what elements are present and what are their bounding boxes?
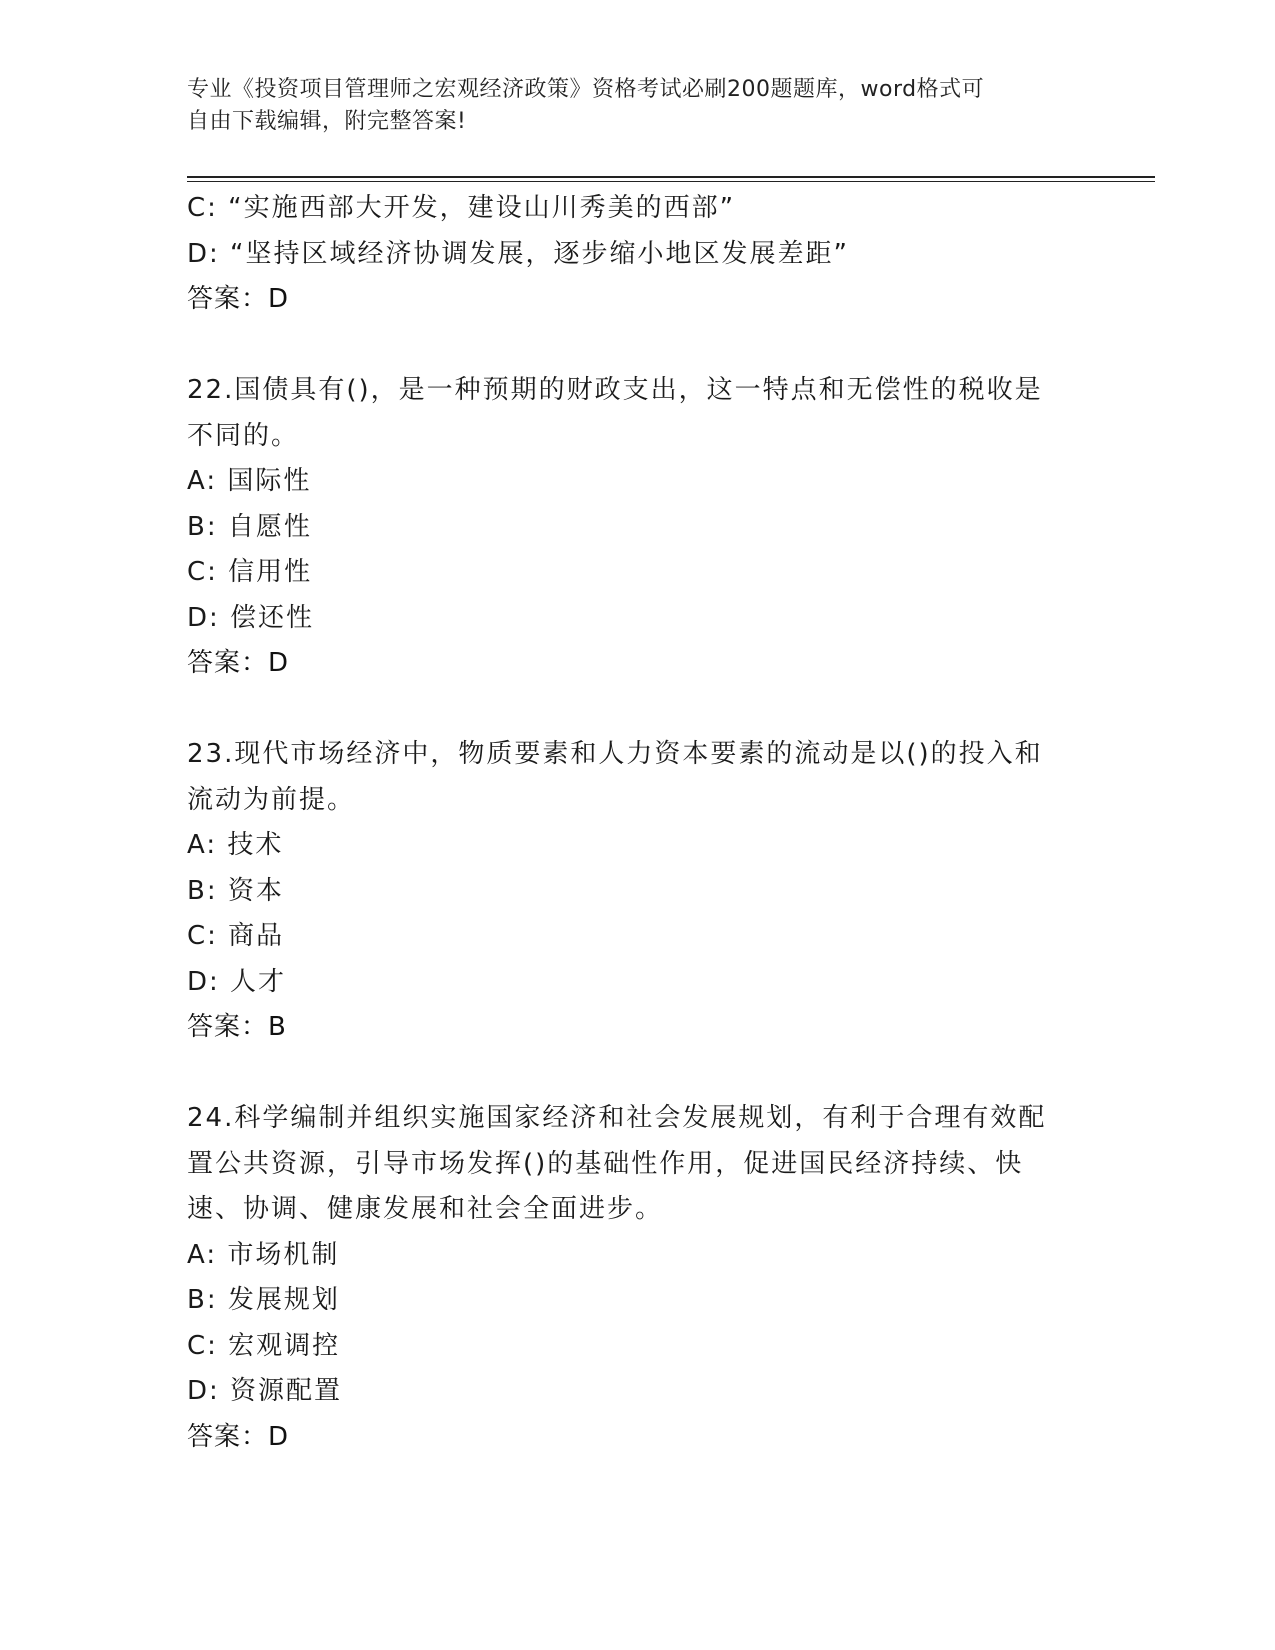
question-stem-line: 置公共资源，引导市场发挥()的基础性作用，促进国民经济持续、快 [187, 1148, 1024, 1179]
question-stem-line: 22.国债具有()，是一种预期的财政支出，这一特点和无偿性的税收是 [187, 375, 1043, 405]
spacer [187, 1051, 1087, 1097]
option-a: A: 市场机制 [187, 1239, 340, 1270]
option-d: D: 人才 [187, 966, 287, 997]
option-b: B: 资本 [187, 875, 284, 906]
header-rule-thin [187, 181, 1155, 182]
answer-line: 答案：D [187, 284, 290, 314]
question-21-continued [187, 186, 1087, 323]
option-b: B: 发展规划 [187, 1285, 340, 1315]
option-d: D: “坚持区域经济协调发展，逐步缩小地区发展差距” [187, 238, 849, 269]
option-a: A: 技术 [187, 830, 284, 860]
question-stem-line: 不同的。 [187, 420, 300, 451]
option-c: C: 信用性 [187, 557, 313, 587]
answer-line: 答案：B [187, 1012, 287, 1042]
question-24 [187, 1096, 1087, 1460]
option-c: C: 宏观调控 [187, 1330, 341, 1361]
page-header [187, 74, 1067, 138]
question-stem-line: 流动为前提。 [187, 784, 356, 815]
spacer [187, 687, 1087, 733]
header-line-2: 自由下载编辑，附完整答案! [187, 109, 467, 134]
header-rule-thick [187, 176, 1155, 178]
option-c: C: 商品 [187, 921, 285, 951]
option-d: D: 资源配置 [187, 1376, 343, 1406]
option-d: D: 偿还性 [187, 602, 315, 633]
answer-line: 答案：D [187, 648, 290, 678]
spacer [187, 323, 1087, 369]
option-a: A: 国际性 [187, 466, 312, 496]
header-line-1: 专业《投资项目管理师之宏观经济政策》资格考试必刷200题题库，word格式可 [187, 77, 985, 102]
answer-line: 答案：D [187, 1421, 290, 1452]
question-22 [187, 368, 1087, 687]
question-stem-line: 23.现代市场经济中，物质要素和人力资本要素的流动是以()的投入和 [187, 739, 1043, 769]
option-b: B: 自愿性 [187, 511, 312, 542]
question-stem-line: 速、协调、健康发展和社会全面进步。 [187, 1194, 664, 1224]
question-23 [187, 732, 1087, 1051]
question-stem-line: 24.科学编制并组织实施国家经济和社会发展规划，有利于合理有效配 [187, 1103, 1047, 1133]
option-c: C: “实施西部大开发，建设山川秀美的西部” [187, 193, 736, 223]
document-body [187, 186, 1087, 1460]
